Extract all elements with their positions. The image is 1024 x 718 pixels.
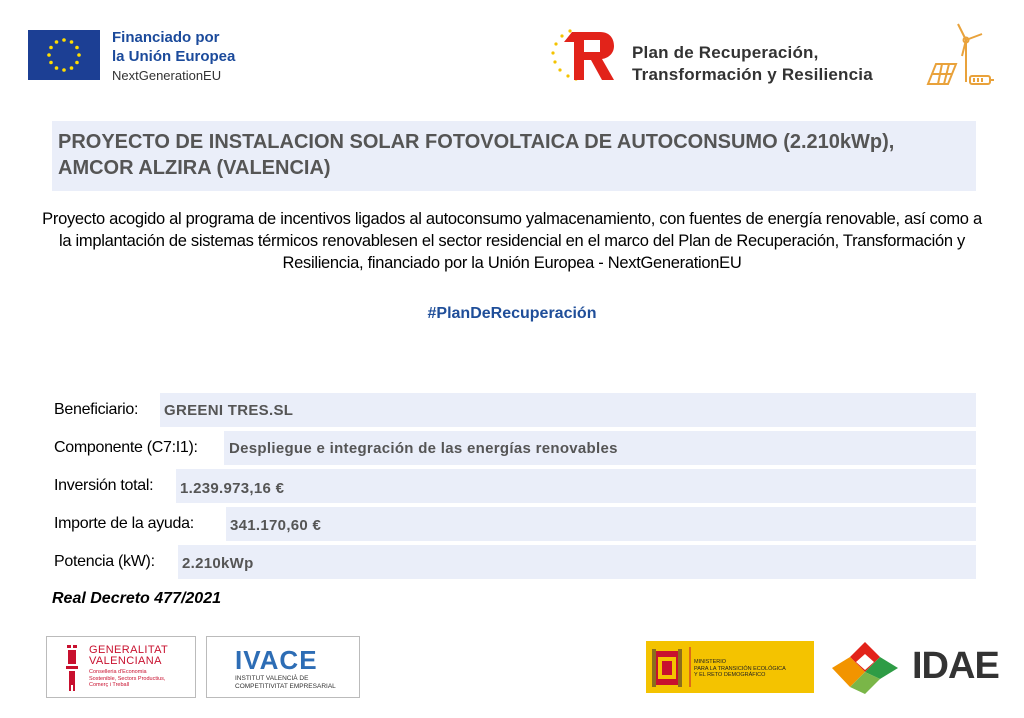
eu-star	[49, 46, 53, 50]
eu-star	[62, 38, 66, 42]
decree-reference: Real Decreto 477/2021	[52, 590, 221, 607]
gva-line-3: Conselleria d'Economia	[89, 669, 147, 675]
ministerio-line-3: Y EL RETO DEMOGRÁFICO	[694, 672, 766, 678]
row-bg-potencia	[178, 545, 976, 579]
eu-star	[77, 53, 81, 57]
gva-line-4: Sostenible, Sectors Productius,	[89, 675, 166, 682]
row-bg-inversion	[176, 469, 976, 503]
gva-line-1: GENERALITAT	[89, 644, 169, 656]
prtr-line-2: Transformación y Resiliencia	[632, 65, 873, 84]
value-inversion: 1.239.973,16 €	[180, 480, 285, 497]
label-potencia: Potencia (kW):	[54, 553, 155, 570]
eu-star	[47, 53, 51, 57]
eu-star	[62, 68, 66, 72]
value-ayuda: 341.170,60 €	[230, 517, 322, 534]
value-potencia: 2.210kWp	[182, 555, 254, 572]
prtr-logo-icon	[548, 22, 618, 86]
prtr-line-1: Plan de Recuperación,	[632, 43, 819, 62]
eu-star	[70, 40, 74, 44]
eu-flag-icon	[28, 30, 100, 80]
value-componente: Despliegue e integración de las energías renovables	[229, 440, 618, 457]
label-ayuda: Importe de la ayuda:	[54, 515, 194, 532]
ivace-line-1: INSTITUT VALENCIÀ DE	[235, 675, 309, 682]
eu-line-2: la Unión Europea	[112, 48, 236, 65]
prtr-label	[632, 42, 873, 86]
wind-solar-icon	[918, 20, 998, 92]
ministerio-line-1: MINISTERIO	[694, 659, 727, 665]
label-componente: Componente (C7:I1):	[54, 439, 198, 456]
eu-star	[49, 61, 53, 65]
row-bg-ayuda	[226, 507, 976, 541]
idae-mark-icon	[828, 640, 902, 696]
ministerio-logo	[646, 641, 814, 693]
gva-line-2: VALENCIANA	[89, 655, 162, 667]
label-beneficiario: Beneficiario:	[54, 401, 139, 418]
gva-logo	[46, 636, 196, 698]
eu-star	[70, 66, 74, 70]
label-inversion: Inversión total:	[54, 477, 154, 494]
project-description: Proyecto acogido al programa de incentivos ligados al autoconsumo yalmacenamiento, con fuentes de energía renovable, así como a la implantación de sistemas térmicos renovablesen el sector residencial en el marco del Plan de Recuperación, Transformación y Resiliencia, financiado por la Unión Europea - NextGenerationEU	[42, 210, 982, 272]
gva-line-5: Comerç i Treball	[89, 682, 130, 688]
eu-line-3: NextGenerationEU	[112, 68, 222, 83]
value-beneficiario: GREENI TRES.SL	[164, 402, 294, 419]
ivace-logo	[206, 636, 360, 698]
eu-star	[75, 46, 79, 50]
project-title: PROYECTO DE INSTALACION SOLAR FOTOVOLTAICA DE AUTOCONSUMO (2.210kWp), AMCOR ALZIRA (VALENCIA)	[58, 131, 895, 179]
ministerio-line-2: PARA LA TRANSICIÓN ECOLÓGICA	[694, 665, 786, 672]
hashtag: #PlanDeRecuperación	[427, 305, 597, 322]
eu-star	[55, 66, 59, 70]
eu-star	[55, 40, 59, 44]
idae-name: IDAE	[912, 645, 999, 687]
ivace-line-2: COMPETITIVITAT EMPRESARIAL	[235, 683, 336, 690]
eu-star	[75, 61, 79, 65]
eu-line-1: Financiado por	[112, 29, 220, 46]
eu-funding-label	[112, 28, 235, 85]
ivace-name: IVACE	[235, 645, 318, 675]
